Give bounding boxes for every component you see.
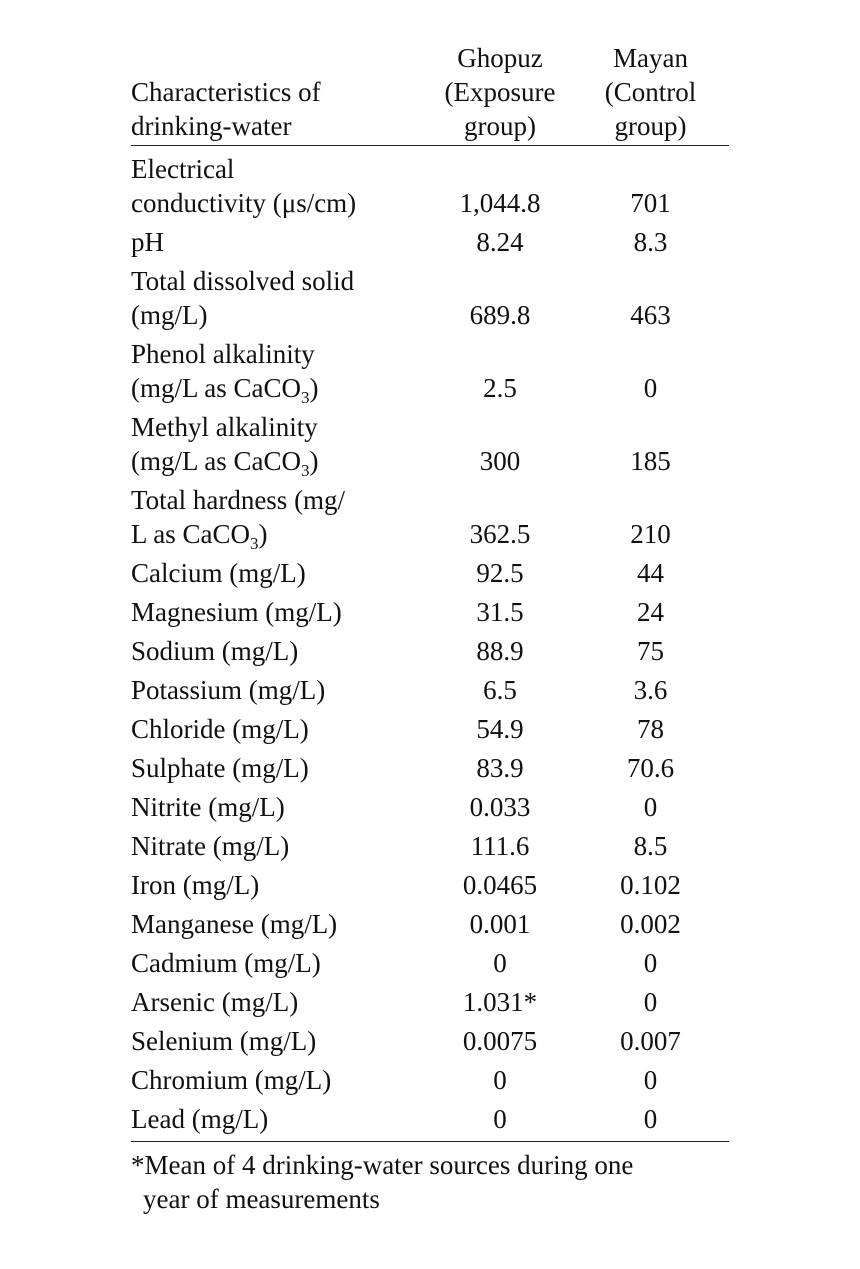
mayan-value: 210 [630,519,671,549]
header-text: drinking-water [131,111,292,141]
mayan-value: 3.6 [633,675,668,705]
ghopuz-value: 92.5 [476,558,524,588]
table-row [131,1102,729,1141]
label-part: ) [309,373,319,403]
label-line: Arsenic (mg/L) [131,987,299,1017]
table-row [131,1024,729,1063]
ghopuz-value: 0 [493,1104,507,1134]
mayan-value: 24 [637,597,664,627]
row-label [131,634,431,668]
ghopuz-value: 6.5 [483,675,517,705]
header-text: Characteristics of [131,77,321,107]
table-row [131,829,729,868]
water-characteristics-table [131,41,729,1216]
label-line: conductivity (μs/cm) [131,188,357,218]
mayan-value: 0 [643,373,658,403]
label-part: ) [309,446,319,476]
label-part: (mg/L as CaCO [131,373,301,403]
label-line: pH [131,227,164,257]
table-row [131,946,729,985]
label-line: Sulphate (mg/L) [131,753,309,783]
ghopuz-value: 88.9 [476,636,524,666]
ghopuz-value: 0.033 [469,792,531,822]
header-text: group) [464,111,536,141]
header-mayan [572,41,729,143]
table-row [131,337,729,410]
row-label [131,225,431,259]
row-label [131,946,431,980]
header-text: group) [614,111,687,141]
ghopuz-value: 0 [493,948,507,978]
label-line: Methyl alkalinity [131,412,318,442]
label-line: Selenium (mg/L) [131,1026,317,1056]
label-line: Manganese (mg/L) [131,909,338,939]
mayan-value: 44 [637,558,664,588]
mayan-value: 0.002 [620,909,681,939]
label-line: (mg/L) [131,300,208,330]
label-line: Calcium (mg/L) [131,558,306,588]
label-part: L as CaCO [131,519,250,549]
table-row [131,595,729,634]
row-label [131,1102,431,1136]
table-row [131,264,729,337]
label-part: 3 [300,388,310,407]
mayan-value: 701 [630,188,671,218]
footnote [131,1142,729,1216]
ghopuz-value: 31.5 [476,597,524,627]
label-line: Chloride (mg/L) [131,714,309,744]
row-label [131,410,431,478]
footnote-line: year of measurements [143,1184,380,1214]
row-label [131,556,431,590]
mayan-value: 0 [643,1065,658,1095]
table-row [131,152,729,225]
table-row [131,985,729,1024]
label-line [131,371,431,405]
table-row [131,868,729,907]
mayan-value: 0.102 [620,870,681,900]
row-label [131,337,431,405]
label-line: Total hardness (mg/ [131,485,346,515]
ghopuz-value: 0.001 [469,909,531,939]
header-characteristics [131,75,431,143]
label-line: Total dissolved solid [131,266,355,296]
ghopuz-value: 8.24 [476,227,524,257]
table-row [131,712,729,751]
header-text: (Control [604,77,697,107]
row-label [131,152,431,220]
mayan-value: 0 [643,792,658,822]
label-line: Cadmium (mg/L) [131,948,321,978]
row-label [131,673,431,707]
label-part: (mg/L as CaCO [131,446,301,476]
table-row [131,225,729,264]
mayan-value: 78 [637,714,664,744]
footnote-line: *Mean of 4 drinking-water sources during one [131,1150,634,1180]
ghopuz-value: 689.8 [469,300,531,330]
row-label [131,595,431,629]
ghopuz-value: 362.5 [469,519,531,549]
row-label [131,868,431,902]
table-row [131,634,729,673]
label-part: 3 [300,461,310,480]
ghopuz-value: 2.5 [483,373,517,403]
header-text: Ghopuz [457,43,543,73]
table-row [131,556,729,595]
table-header [131,41,729,146]
ghopuz-value: 1,044.8 [459,188,541,218]
label-line [131,517,431,551]
table-row [131,907,729,946]
label-part: ) [258,519,268,549]
label-line: Electrical [131,154,235,184]
mayan-value: 70.6 [626,753,675,783]
mayan-value: 0 [643,948,658,978]
ghopuz-value: 0 [493,1065,507,1095]
label-line: Nitrate (mg/L) [131,831,290,861]
label-line [131,444,431,478]
label-line: Magnesium (mg/L) [131,597,342,627]
row-label [131,1024,431,1058]
label-line: Potassium (mg/L) [131,675,326,705]
ghopuz-value: 0.0075 [462,1026,538,1056]
row-label [131,483,431,551]
row-label [131,907,431,941]
mayan-value: 0 [643,1104,658,1134]
ghopuz-value: 0.0465 [462,870,538,900]
label-part: 3 [249,534,259,553]
table-row [131,751,729,790]
table-row [131,410,729,483]
mayan-value: 8.5 [633,831,668,861]
label-line: Iron (mg/L) [131,870,260,900]
header-text: Mayan [613,43,688,73]
label-line: Sodium (mg/L) [131,636,299,666]
row-label [131,751,431,785]
table-row [131,790,729,829]
row-label [131,829,431,863]
table-row [131,1063,729,1102]
header-ghopuz [428,41,572,143]
label-line: Nitrite (mg/L) [131,792,285,822]
row-label [131,1063,431,1097]
row-label [131,790,431,824]
table-body [131,152,729,1141]
row-label [131,985,431,1019]
ghopuz-value: 54.9 [476,714,524,744]
ghopuz-value: 83.9 [476,753,524,783]
table-row [131,673,729,712]
ghopuz-value: 300 [479,446,521,476]
label-line: Lead (mg/L) [131,1104,269,1134]
mayan-value: 185 [630,446,671,476]
table-row [131,483,729,556]
label-line: Phenol alkalinity [131,339,315,369]
ghopuz-value: 1.031* [462,987,538,1017]
ghopuz-value: 111.6 [470,831,530,861]
header-text: (Exposure [444,77,556,107]
row-label [131,712,431,746]
mayan-value: 463 [630,300,671,330]
row-label [131,264,431,332]
label-line: Chromium (mg/L) [131,1065,332,1095]
mayan-value: 0 [643,987,658,1017]
mayan-value: 8.3 [633,227,668,257]
mayan-value: 75 [637,636,664,666]
mayan-value: 0.007 [620,1026,681,1056]
